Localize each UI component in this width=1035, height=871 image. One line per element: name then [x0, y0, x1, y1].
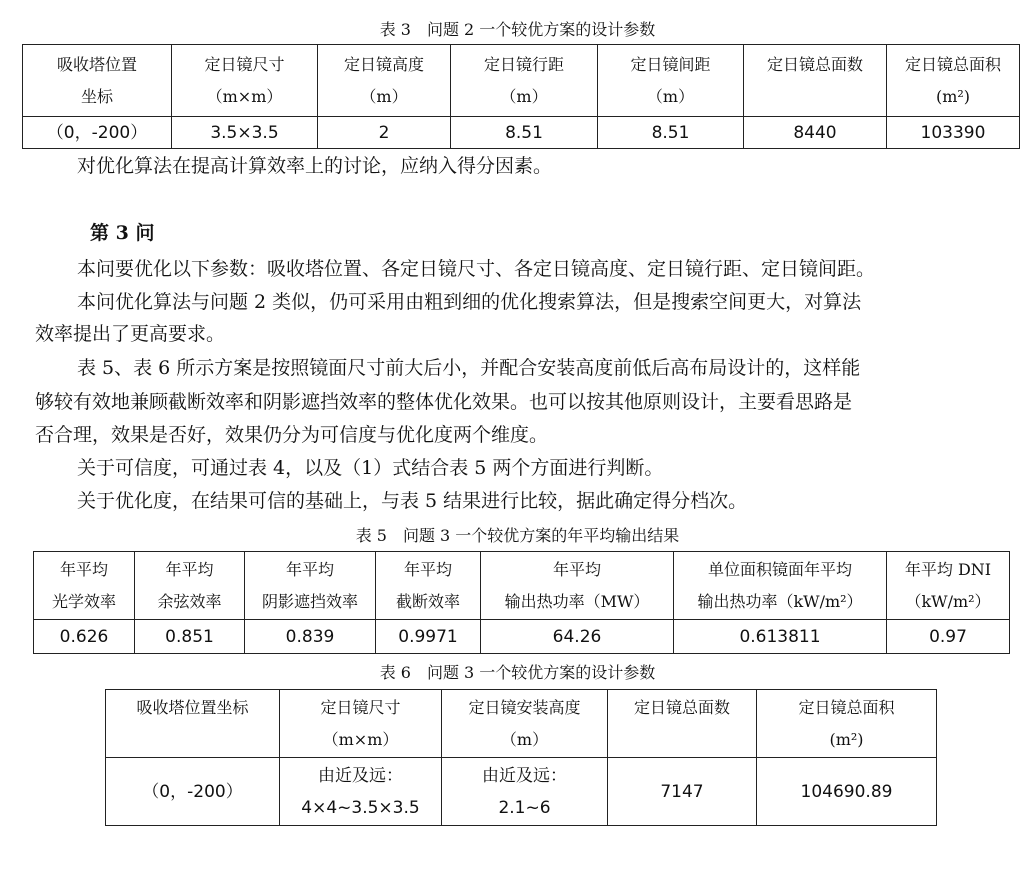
header-cell — [481, 552, 674, 620]
size-value-line1: 由近及远： — [318, 765, 403, 786]
header-line: 吸收塔位置坐标 — [136, 698, 249, 717]
paragraph: 对优化算法在提高计算效率上的讨论，应纳入得分因素。 — [77, 155, 553, 177]
size-value-line2: 4×4~3.5×3.5 — [301, 797, 420, 818]
header-line: 定日镜总面积 — [798, 698, 895, 717]
table5-caption: 表 5 问题 3 一个较优方案的年平均输出结果 — [355, 526, 680, 545]
header-line: 年平均 — [59, 560, 108, 579]
header-line: （kW/m²） — [905, 592, 991, 611]
header-line: 定日镜安装高度 — [468, 698, 581, 717]
header-line: 定日镜总面积 — [904, 55, 1001, 74]
table-cell: 0.839 — [245, 620, 376, 654]
header-line: 年平均 — [552, 560, 601, 579]
header-line: 输出热功率（kW/m²） — [697, 592, 863, 611]
header-line: （m×m） — [206, 87, 283, 106]
height-value-line2: 2.1~6 — [498, 797, 551, 818]
table-cell: 8440 — [744, 117, 887, 149]
table-cell: 7147 — [608, 758, 757, 826]
table-cell: 104690.89 — [757, 758, 937, 826]
table-cell — [106, 758, 280, 826]
header-line: 输出热功率（MW） — [504, 592, 650, 611]
table-cell — [280, 758, 442, 826]
header-line: 单位面积镜面年平均 — [707, 560, 852, 579]
header-cell — [376, 552, 481, 620]
header-line: （m） — [500, 87, 548, 106]
header-line: 坐标 — [80, 87, 113, 106]
header-cell — [744, 45, 887, 117]
header-line: 光学效率 — [51, 592, 116, 611]
table-cell: 8.51 — [451, 117, 598, 149]
table-row — [34, 620, 1010, 654]
table6 — [105, 689, 937, 826]
table-cell: 0.851 — [135, 620, 245, 654]
height-value-line1: 由近及远： — [482, 765, 567, 786]
header-cell — [135, 552, 245, 620]
header-line: 定日镜间距 — [630, 55, 711, 74]
header-line: 余弦效率 — [157, 592, 222, 611]
paragraph: 表 5、表 6 所示方案是按照镜面尺寸前大后小，并配合安装高度前低后高布局设计的，这样能 — [77, 357, 861, 379]
table-cell — [442, 758, 608, 826]
table3 — [22, 44, 1020, 149]
table-cell: 0.9971 — [376, 620, 481, 654]
section-heading: 第 3 问 — [90, 222, 155, 244]
header-line: 吸收塔位置 — [56, 55, 137, 74]
table-row — [106, 758, 937, 826]
header-cell — [280, 690, 442, 758]
header-line: (m²) — [935, 87, 971, 106]
header-cell — [23, 45, 172, 117]
header-cell — [172, 45, 318, 117]
table6-caption: 表 6 问题 3 一个较优方案的设计参数 — [379, 663, 656, 682]
header-line: 阴影遮挡效率 — [261, 592, 358, 611]
table-header-row — [106, 690, 937, 758]
header-cell — [34, 552, 135, 620]
paragraph: 否合理，效果是否好，效果仍分为可信度与优化度两个维度。 — [35, 424, 549, 446]
table-row — [23, 117, 1020, 149]
paragraph: 本问优化算法与问题 2 类似，仍可采用由粗到细的优化搜索算法，但是搜索空间更大，对算法 — [77, 291, 862, 313]
header-line: 年平均 — [165, 560, 214, 579]
header-line: 定日镜行距 — [483, 55, 564, 74]
paragraph: 关于优化度，在结果可信的基础上，与表 5 结果进行比较，据此确定得分档次。 — [77, 490, 748, 512]
header-cell — [318, 45, 451, 117]
header-line: （m） — [360, 87, 408, 106]
header-line: （m×m） — [322, 730, 399, 749]
header-cell — [887, 45, 1020, 117]
header-cell — [887, 552, 1010, 620]
header-cell — [442, 690, 608, 758]
header-cell — [598, 45, 744, 117]
header-cell — [245, 552, 376, 620]
paragraph: 关于可信度，可通过表 4，以及（1）式结合表 5 两个方面进行判断。 — [77, 457, 664, 479]
table-cell: 0.626 — [34, 620, 135, 654]
paragraph: 本问要优化以下参数：吸收塔位置、各定日镜尺寸、各定日镜高度、定日镜行距、定日镜间距。 — [77, 258, 876, 280]
position-value: （0，-200） — [142, 781, 243, 802]
table-header-row — [23, 45, 1020, 117]
table-cell: 103390 — [887, 117, 1020, 149]
table-header-row — [34, 552, 1010, 620]
header-line: 定日镜总面数 — [766, 55, 863, 74]
table-cell: （0，-200） — [23, 117, 172, 149]
table-cell: 0.97 — [887, 620, 1010, 654]
header-line: 定日镜总面数 — [633, 698, 730, 717]
table-cell: 3.5×3.5 — [172, 117, 318, 149]
header-line: 年平均 — [285, 560, 334, 579]
table-cell: 64.26 — [481, 620, 674, 654]
header-line: 定日镜高度 — [343, 55, 424, 74]
table3-caption: 表 3 问题 2 一个较优方案的设计参数 — [379, 20, 656, 39]
table-cell: 8.51 — [598, 117, 744, 149]
header-line: （m） — [646, 87, 695, 106]
paragraph: 够较有效地兼顾截断效率和阴影遮挡效率的整体优化效果。也可以按其他原则设计，主要看思路是 — [35, 391, 853, 413]
header-cell — [451, 45, 598, 117]
header-cell — [608, 690, 757, 758]
header-line: (m²) — [829, 730, 864, 749]
header-line: 年平均 — [403, 560, 452, 579]
header-cell — [106, 690, 280, 758]
table5 — [33, 551, 1010, 654]
paragraph: 效率提出了更高要求。 — [35, 323, 226, 345]
header-line: 年平均 DNI — [904, 560, 992, 579]
header-cell — [757, 690, 937, 758]
header-line: 定日镜尺寸 — [320, 698, 401, 717]
header-line: 截断效率 — [395, 592, 460, 611]
table-cell: 2 — [318, 117, 451, 149]
header-line: 定日镜尺寸 — [204, 55, 285, 74]
header-cell — [674, 552, 887, 620]
header-line: （m） — [500, 730, 549, 749]
table-cell: 0.613811 — [674, 620, 887, 654]
